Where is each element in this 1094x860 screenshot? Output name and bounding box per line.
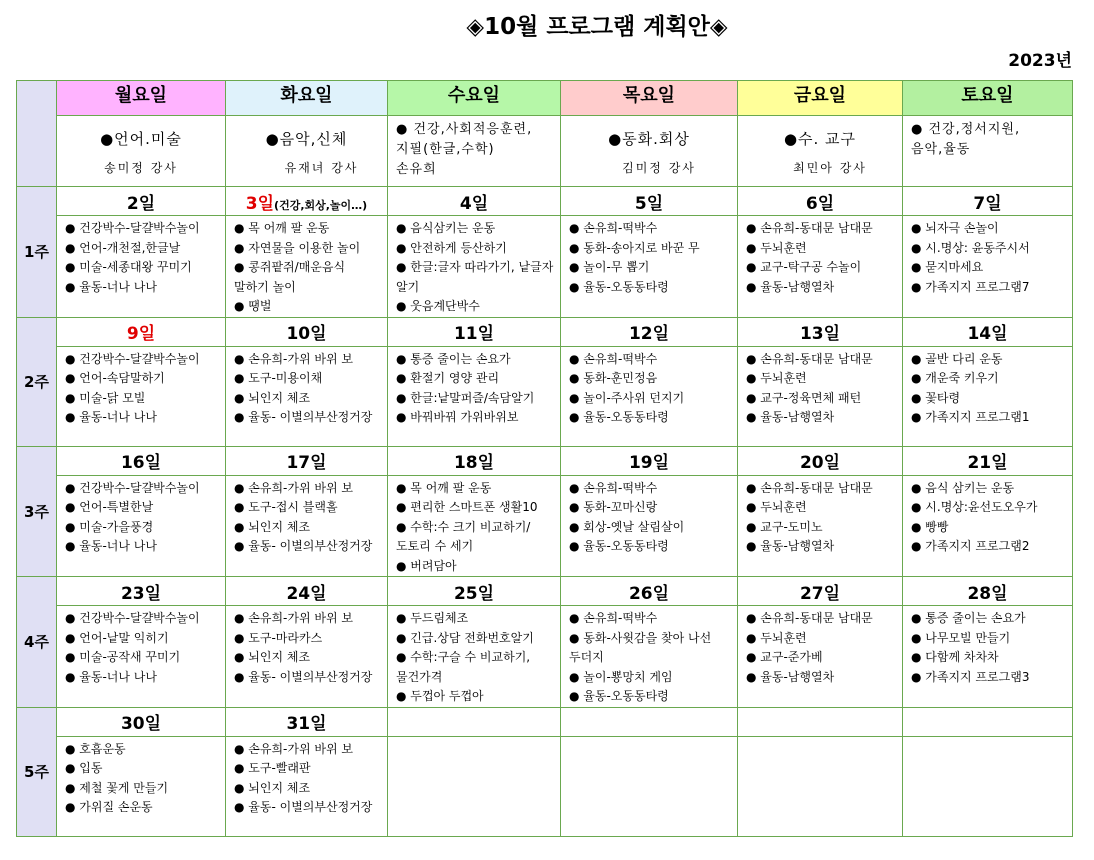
list-item: ● 골반 다리 운동 bbox=[911, 351, 1003, 366]
list-item: ● 뇌인지 체조 bbox=[234, 519, 311, 534]
list-item: ● 손유희-떡박수 bbox=[569, 351, 658, 366]
items-cell-wed bbox=[388, 606, 561, 708]
date-cell-sat bbox=[903, 317, 1073, 346]
list-item: ● 뇌자극 손놀이 bbox=[911, 221, 999, 235]
teacher-fri: 최민아 강사 bbox=[793, 161, 867, 175]
list-item: ● 율동-남행열차 bbox=[746, 279, 835, 294]
items-cell-fri bbox=[738, 606, 903, 708]
items-cell-thu bbox=[561, 475, 738, 577]
date-label: 28일 bbox=[967, 583, 1008, 604]
list-item: ● 땡벌 bbox=[234, 299, 272, 313]
list-item: ● 율동-너나 나나 bbox=[65, 539, 157, 553]
date-label: 10일 bbox=[286, 324, 327, 344]
list-item: ● 놀이-무 뽑기 bbox=[569, 260, 650, 274]
list-item: ● 가족지지 프로그램2 bbox=[911, 539, 1030, 553]
date-cell-wed bbox=[388, 707, 561, 736]
list-item: ● 동화-송아지로 바꾼 무 bbox=[569, 240, 700, 255]
list-item: ● 손유희-동대문 남대문 bbox=[746, 351, 873, 366]
list-item: ● 놀이-뿅망치 게임 bbox=[569, 669, 673, 684]
date-label: 26일 bbox=[628, 583, 670, 604]
list-item: ● 손유희-동대문 남대문 bbox=[746, 221, 873, 235]
date-cell-sat bbox=[903, 187, 1073, 216]
list-item: ● 율동- 이별의부산정거장 bbox=[234, 800, 373, 814]
list-item: ● 두뇌훈련 bbox=[746, 371, 807, 385]
list-item: ● 웃음계단박수 bbox=[396, 299, 480, 313]
items-cell-wed bbox=[388, 346, 561, 446]
date-cell-wed bbox=[388, 577, 561, 606]
list-item: ● 동화-훈민정음 bbox=[569, 371, 658, 385]
list-item: ● 손유희-떡박수 bbox=[569, 611, 658, 625]
info-sat bbox=[903, 116, 1073, 187]
list-item: ● 음식삼키는 운동 bbox=[396, 221, 496, 235]
list-item: ● 언어-낱말 익히기 bbox=[65, 630, 169, 645]
info-fri bbox=[738, 116, 903, 187]
list-item: ● 동화-꼬마신랑 bbox=[569, 500, 658, 514]
date-cell-mon bbox=[57, 317, 226, 346]
list-item: ● 동화-사윗감을 찾아 나선 두더지 bbox=[569, 630, 712, 664]
list-item: ● 두뇌훈련 bbox=[746, 630, 807, 645]
list-item: ● 교구-정육면체 패턴 bbox=[746, 390, 862, 405]
day-header-tue: 화요일 bbox=[226, 81, 388, 116]
date-cell-fri bbox=[738, 317, 903, 346]
list-item: ● 두껍아 두껍아 bbox=[396, 689, 484, 703]
list-item: ● 율동-너나 나나 bbox=[65, 279, 157, 294]
list-item: ● 회상-옛날 살림살이 bbox=[569, 519, 685, 534]
date-cell-mon bbox=[57, 446, 226, 475]
date-row bbox=[17, 317, 1073, 346]
list-item: ● 손유희-동대문 남대문 bbox=[746, 611, 873, 625]
date-cell-thu bbox=[561, 577, 738, 606]
list-item: ● 나무모빌 만들기 bbox=[911, 630, 1011, 645]
subject-tue: ●음악,신체 bbox=[265, 130, 348, 148]
list-item: ● 묻지마세요 bbox=[911, 260, 984, 274]
items-cell-sat bbox=[903, 216, 1073, 318]
date-cell-thu bbox=[561, 317, 738, 346]
list-item: ● 제철 꽃게 만들기 bbox=[65, 780, 169, 795]
list-item: ● 버려담아 bbox=[396, 558, 457, 573]
list-item: ● 가족지지 프로그램3 bbox=[911, 669, 1030, 684]
list-item: ● 도구-접시 블랙홀 bbox=[234, 500, 338, 514]
list-item: ● 미술-공작새 꾸미기 bbox=[65, 650, 181, 664]
teacher-tue: 유재녀 강사 bbox=[284, 161, 359, 175]
items-row bbox=[17, 346, 1073, 446]
date-cell-wed bbox=[388, 446, 561, 475]
date-label: 12일 bbox=[628, 324, 670, 344]
list-item: ● 환절기 영양 관리 bbox=[396, 371, 500, 385]
list-item: ● 교구-탁구공 수놀이 bbox=[746, 260, 862, 274]
items-cell-tue bbox=[226, 216, 388, 318]
list-item: ● 손유희-떡박수 bbox=[569, 480, 658, 495]
week-label: 3주 bbox=[17, 446, 57, 577]
list-item: ● 가족지지 프로그램1 bbox=[911, 410, 1030, 424]
list-item: ● 한글:낱말퍼즐/속담알기 bbox=[396, 390, 535, 405]
subject-fri: ●수. 교구 bbox=[783, 130, 857, 148]
date-label: 25일 bbox=[453, 583, 495, 604]
day-header-mon: 월요일 bbox=[57, 81, 226, 116]
list-item: ● 교구-도미노 bbox=[746, 519, 823, 534]
date-cell-fri bbox=[738, 577, 903, 606]
date-note: (건강,회상,놀이…) bbox=[274, 198, 368, 212]
list-item: ● 편리한 스마트폰 생활10 bbox=[396, 500, 538, 514]
list-item: ● 율동- 이별의부산정거장 bbox=[234, 669, 373, 684]
list-item: ● 다함께 차차차 bbox=[911, 650, 999, 664]
list-item: ● 율동-너나 나나 bbox=[65, 669, 157, 684]
date-cell-mon bbox=[57, 577, 226, 606]
date-cell-tue bbox=[226, 577, 388, 606]
list-item: ● 시.명상:윤선도오우가 bbox=[911, 500, 1038, 514]
items-cell-tue bbox=[226, 736, 388, 836]
list-item: ● 놀이-주사위 던지기 bbox=[569, 390, 685, 405]
date-cell-fri bbox=[738, 707, 903, 736]
subject-mon: ●언어.미술 bbox=[100, 130, 182, 148]
date-cell-wed bbox=[388, 187, 561, 216]
list-item: ● 율동-오동동타령 bbox=[569, 689, 669, 703]
year-label: 2023년 bbox=[1008, 51, 1072, 71]
teacher-thu: 김미정 강사 bbox=[622, 161, 696, 175]
date-cell-tue bbox=[226, 707, 388, 736]
items-cell-fri bbox=[738, 736, 903, 836]
list-item: ● 도구-마라카스 bbox=[234, 630, 323, 645]
date-cell-thu bbox=[561, 707, 738, 736]
list-item: ● 목 어깨 팔 운동 bbox=[396, 480, 492, 495]
info-tue bbox=[226, 116, 388, 187]
items-cell-fri bbox=[738, 346, 903, 446]
list-item: ● 건강박수-달걀박수놀이 bbox=[65, 221, 200, 235]
items-cell-mon bbox=[57, 475, 226, 577]
date-cell-sat bbox=[903, 707, 1073, 736]
date-label: 7일 bbox=[973, 193, 1002, 214]
list-item: ● 율동- 이별의부산정거장 bbox=[234, 410, 373, 424]
list-item: ● 바꿔바꿔 가위바위보 bbox=[396, 410, 519, 424]
list-item: ● 언어-개천절,한글날 bbox=[65, 240, 181, 255]
list-item: ● 긴급.상담 전화번호알기 bbox=[396, 630, 534, 645]
date-label: 19일 bbox=[628, 453, 670, 473]
date-cell-sat bbox=[903, 577, 1073, 606]
date-label: 14일 bbox=[967, 324, 1008, 344]
subject-thu: ●동화.회상 bbox=[608, 130, 690, 148]
day-header-wed: 수요일 bbox=[388, 81, 561, 116]
list-item: ● 손유희-가위 바위 보 bbox=[234, 741, 353, 756]
date-label: 24일 bbox=[286, 583, 327, 604]
items-row bbox=[17, 606, 1073, 708]
day-header-fri: 금요일 bbox=[738, 81, 903, 116]
date-label: 20일 bbox=[799, 453, 841, 473]
list-item: ● 수학:수 크기 비교하기/ 도토리 수 세기 bbox=[396, 519, 531, 553]
date-row bbox=[17, 577, 1073, 606]
list-item: ● 호흡운동 bbox=[65, 741, 126, 756]
items-cell-thu bbox=[561, 606, 738, 708]
teacher-mon: 송미정 강사 bbox=[104, 161, 178, 175]
list-item: ● 율동-오동동타령 bbox=[569, 279, 669, 294]
list-item: ● 미술-가을풍경 bbox=[65, 519, 154, 534]
date-cell-tue bbox=[226, 317, 388, 346]
info-thu bbox=[561, 116, 738, 187]
items-cell-thu bbox=[561, 736, 738, 836]
list-item: ● 손유희-동대문 남대문 bbox=[746, 480, 873, 495]
date-cell-thu bbox=[561, 187, 738, 216]
page-title: ◈10월 프로그램 계획안◈ bbox=[466, 14, 728, 40]
list-item: ● 두뇌훈련 bbox=[746, 240, 807, 255]
date-cell-fri bbox=[738, 446, 903, 475]
items-cell-wed bbox=[388, 736, 561, 836]
list-item: ● 뇌인지 체조 bbox=[234, 390, 311, 405]
date-label: 11일 bbox=[453, 324, 495, 344]
list-item: ● 언어-특별한날 bbox=[65, 500, 154, 514]
day-header-row bbox=[17, 81, 1073, 116]
items-cell-mon bbox=[57, 606, 226, 708]
items-row bbox=[17, 736, 1073, 836]
date-label: 17일 bbox=[286, 453, 327, 473]
info-wed-line2: 지필(한글,수학) bbox=[396, 142, 495, 157]
list-item: ● 미술-닭 모빌 bbox=[65, 390, 146, 405]
items-cell-mon bbox=[57, 736, 226, 836]
list-item: ● 개운죽 키우기 bbox=[911, 371, 999, 385]
date-label: 27일 bbox=[799, 583, 841, 604]
week-label: 2주 bbox=[17, 317, 57, 446]
list-item: ● 미술-세종대왕 꾸미기 bbox=[65, 260, 192, 274]
date-row bbox=[17, 707, 1073, 736]
list-item: ● 입동 bbox=[65, 761, 103, 775]
info-row bbox=[17, 116, 1073, 187]
list-item: ● 가족지지 프로그램7 bbox=[911, 279, 1030, 294]
items-cell-thu bbox=[561, 346, 738, 446]
list-item: ● 건강박수-달걀박수놀이 bbox=[65, 611, 200, 625]
corner-cell bbox=[17, 81, 57, 187]
list-item: ● 율동-오동동타령 bbox=[569, 539, 669, 553]
info-wed-line1: ● 건강,사회적응훈련, bbox=[396, 122, 533, 137]
date-label: 23일 bbox=[120, 583, 162, 604]
items-row bbox=[17, 475, 1073, 577]
items-cell-wed bbox=[388, 475, 561, 577]
items-cell-thu bbox=[561, 216, 738, 318]
list-item: ● 율동-오동동타령 bbox=[569, 410, 669, 424]
info-sat-line1: ● 건강,정서지원, bbox=[911, 122, 1021, 137]
list-item: ● 교구-준가베 bbox=[746, 650, 823, 664]
program-table bbox=[16, 80, 1073, 837]
date-label: 3일 bbox=[245, 193, 275, 214]
items-cell-sat bbox=[903, 606, 1073, 708]
list-item: ● 율동-너나 나나 bbox=[65, 410, 157, 424]
info-sat-line2: 음악,율동 bbox=[911, 142, 971, 157]
date-label: 9일 bbox=[126, 324, 156, 344]
date-row bbox=[17, 446, 1073, 475]
list-item: ● 목 어깨 팔 운동 bbox=[234, 221, 330, 235]
items-cell-tue bbox=[226, 475, 388, 577]
list-item: ● 도구-빨래판 bbox=[234, 761, 311, 775]
date-label: 5일 bbox=[634, 193, 664, 214]
date-cell-mon bbox=[57, 187, 226, 216]
items-cell-fri bbox=[738, 475, 903, 577]
date-label: 13일 bbox=[799, 324, 841, 344]
list-item: ● 건강박수-달걀박수놀이 bbox=[65, 351, 200, 366]
date-label: 6일 bbox=[805, 193, 835, 214]
items-cell-mon bbox=[57, 346, 226, 446]
items-cell-sat bbox=[903, 346, 1073, 446]
list-item: ● 언어-속담말하기 bbox=[65, 371, 165, 385]
list-item: ● 가위질 손운동 bbox=[65, 800, 153, 814]
date-cell-mon bbox=[57, 707, 226, 736]
list-item: ● 꽃타령 bbox=[911, 390, 961, 405]
list-item: ● 콩쥐팥쥐/매운음식 말하기 놀이 bbox=[234, 260, 346, 294]
items-cell-tue bbox=[226, 346, 388, 446]
list-item: ● 음식 삼키는 운동 bbox=[911, 480, 1015, 495]
list-item: ● 손유희-떡박수 bbox=[569, 221, 658, 235]
list-item: ● 통증 줄이는 손요가 bbox=[911, 611, 1026, 625]
items-cell-mon bbox=[57, 216, 226, 318]
list-item: ● 율동-남행열차 bbox=[746, 669, 835, 684]
items-cell-sat bbox=[903, 736, 1073, 836]
week-label: 1주 bbox=[17, 187, 57, 318]
date-cell-wed bbox=[388, 317, 561, 346]
date-cell-thu bbox=[561, 446, 738, 475]
info-mon bbox=[57, 116, 226, 187]
info-wed bbox=[388, 116, 561, 187]
list-item: ● 율동-남행열차 bbox=[746, 539, 835, 553]
list-item: ● 율동-남행열차 bbox=[746, 410, 835, 424]
list-item: ● 두뇌훈련 bbox=[746, 500, 807, 514]
list-item: ● 통증 줄이는 손요가 bbox=[396, 351, 511, 366]
list-item: ● 빵빵 bbox=[911, 519, 949, 534]
info-wed-line3: 손유희 bbox=[396, 162, 437, 177]
date-label: 21일 bbox=[967, 453, 1008, 473]
list-item: ● 도구-미용이채 bbox=[234, 371, 323, 385]
week-label: 4주 bbox=[17, 577, 57, 708]
list-item: ● 손유희-가위 바위 보 bbox=[234, 611, 353, 625]
list-item: ● 자연물을 이용한 놀이 bbox=[234, 240, 361, 255]
list-item: ● 안전하게 등산하기 bbox=[396, 240, 507, 255]
list-item: ● 손유희-가위 바위 보 bbox=[234, 351, 353, 366]
items-cell-fri bbox=[738, 216, 903, 318]
list-item: ● 두드림체조 bbox=[396, 611, 469, 625]
items-cell-tue bbox=[226, 606, 388, 708]
date-cell-sat bbox=[903, 446, 1073, 475]
date-cell-tue bbox=[226, 446, 388, 475]
date-label: 31일 bbox=[286, 714, 327, 734]
list-item: ● 율동- 이별의부산정거장 bbox=[234, 539, 373, 553]
date-cell-tue bbox=[226, 187, 388, 216]
date-label: 18일 bbox=[453, 453, 495, 473]
list-item: ● 뇌인지 체조 bbox=[234, 780, 311, 795]
list-item: ● 건강박수-달걀박수놀이 bbox=[65, 480, 200, 495]
items-row bbox=[17, 216, 1073, 318]
date-cell-fri bbox=[738, 187, 903, 216]
list-item: ● 한글:글자 따라가기, 낱글자 알기 bbox=[396, 260, 554, 294]
items-cell-wed bbox=[388, 216, 561, 318]
date-label: 30일 bbox=[120, 714, 162, 734]
list-item: ● 수학:구슬 수 비교하기, 물건가격 bbox=[396, 650, 531, 684]
date-label: 16일 bbox=[120, 453, 162, 473]
week-label: 5주 bbox=[17, 707, 57, 836]
day-header-sat: 토요일 bbox=[903, 81, 1073, 116]
date-row bbox=[17, 187, 1073, 216]
date-label: 4일 bbox=[459, 193, 489, 214]
date-label: 2일 bbox=[126, 193, 156, 214]
list-item: ● 뇌인지 체조 bbox=[234, 650, 311, 664]
list-item: ● 시.명상: 윤동주시서 bbox=[911, 240, 1030, 255]
items-cell-sat bbox=[903, 475, 1073, 577]
list-item: ● 손유희-가위 바위 보 bbox=[234, 480, 353, 495]
day-header-thu: 목요일 bbox=[561, 81, 738, 116]
